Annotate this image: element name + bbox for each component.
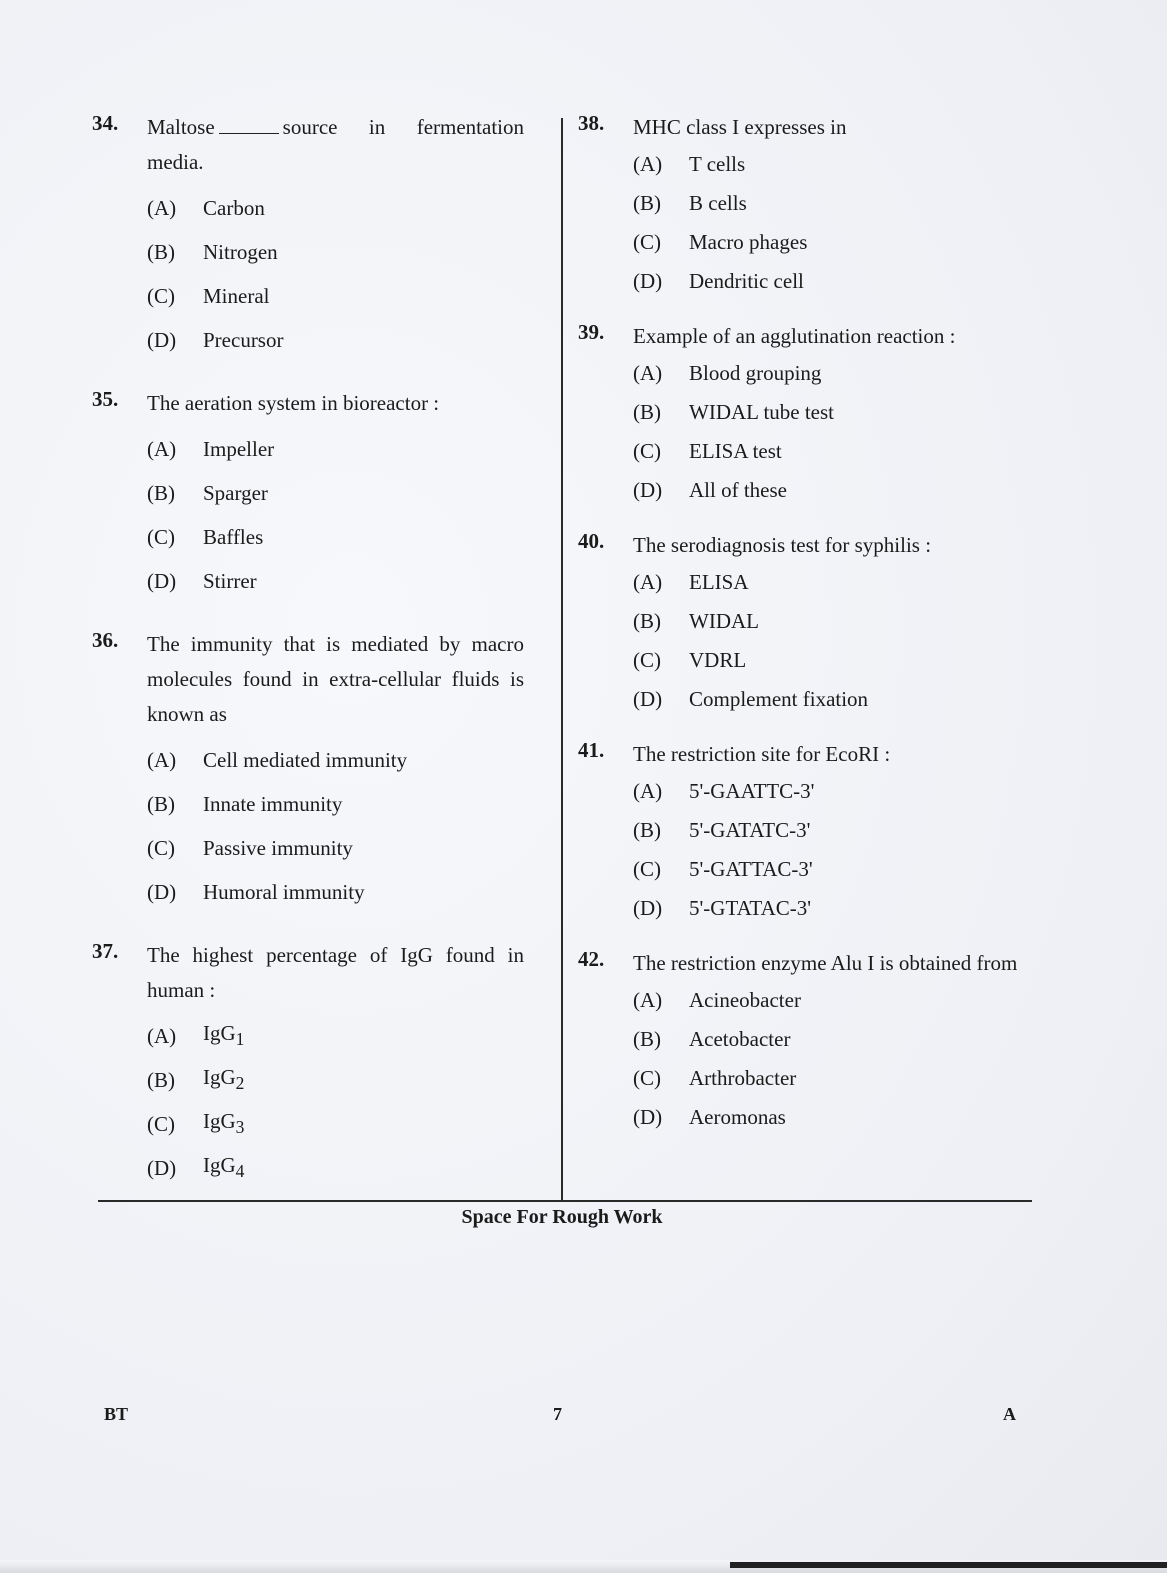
option-key: (D)	[633, 1105, 663, 1129]
option-key: (D)	[633, 896, 663, 920]
option-b	[147, 782, 524, 826]
option-value: All of these	[689, 478, 787, 502]
question-number: 35.	[92, 387, 119, 411]
option-value: Humoral immunity	[203, 879, 365, 904]
question-text: The restriction site for EcoRI :	[633, 742, 891, 766]
option-c	[633, 850, 1030, 889]
option-key: (A)	[147, 1023, 177, 1048]
options-list	[147, 427, 524, 603]
question-number: 40.	[578, 529, 605, 553]
options-list	[633, 563, 1030, 719]
option-key: (D)	[147, 327, 177, 352]
option-key: (A)	[147, 436, 177, 461]
question-number: 41.	[578, 738, 605, 762]
option-value: WIDAL tube test	[689, 400, 835, 424]
option-value: Stirrer	[203, 568, 257, 593]
question-39	[578, 319, 1030, 510]
option-a	[633, 145, 1030, 184]
option-c	[147, 826, 524, 870]
option-value: Nitrogen	[203, 239, 278, 264]
question-number: 39.	[578, 320, 605, 344]
fill-blank	[219, 115, 279, 134]
right-column	[578, 110, 1030, 1167]
question-41	[578, 737, 1030, 928]
option-value: ELISA test	[689, 439, 782, 463]
option-value: Cell mediated immunity	[203, 747, 408, 772]
option-value: Sparger	[203, 480, 268, 505]
option-a	[633, 981, 1030, 1020]
option-d	[633, 889, 1030, 928]
footer-page-number: 7	[553, 1404, 562, 1424]
footer-subject-code: BT	[104, 1404, 129, 1424]
question-text: The restriction enzyme Alu I is obtained from	[633, 951, 1018, 975]
option-key: (B)	[633, 609, 661, 633]
question-35	[92, 386, 524, 603]
question-number: 38.	[578, 111, 605, 135]
option-value: 5'-GTATAC-3'	[689, 896, 812, 920]
option-key: (D)	[633, 478, 663, 502]
option-value: 5'-GAATTC-3'	[689, 779, 815, 803]
options-list	[633, 145, 1030, 301]
option-value: Acetobacter	[689, 1027, 791, 1051]
option-key: (B)	[633, 400, 661, 424]
option-key: (B)	[633, 191, 661, 215]
option-d	[633, 471, 1030, 510]
option-value: Baffles	[203, 524, 264, 549]
option-key: (D)	[633, 269, 663, 293]
option-a	[147, 738, 524, 782]
question-number: 37.	[92, 939, 119, 963]
option-value: Complement fixation	[689, 687, 869, 711]
option-value: Innate immunity	[203, 791, 343, 816]
option-key: (C)	[147, 283, 175, 308]
option-c	[147, 1102, 524, 1146]
option-key: (C)	[633, 230, 661, 254]
question-text: The aeration system in bioreactor :	[147, 391, 440, 415]
column-divider	[561, 118, 563, 1202]
option-value: VDRL	[689, 648, 747, 672]
question-number: 34.	[92, 111, 119, 135]
option-value: ELISA	[689, 570, 749, 594]
option-value: Dendritic cell	[689, 269, 804, 293]
option-key: (B)	[147, 480, 175, 505]
question-text: The immunity that is mediated by macro molecules found in extra-cellular fluids is known as	[147, 632, 524, 726]
question-38	[578, 110, 1030, 301]
option-value: 5'-GATATC-3'	[689, 818, 811, 842]
option-value: Blood grouping	[689, 361, 822, 385]
option-value: Macro phages	[689, 230, 808, 254]
option-a	[147, 186, 524, 230]
option-c	[633, 432, 1030, 471]
option-key: (A)	[633, 152, 663, 176]
option-d	[633, 1098, 1030, 1137]
option-value: B cells	[689, 191, 747, 215]
question-text-end: source in fermentation media.	[147, 115, 524, 174]
option-value: IgG$_4$	[203, 1153, 245, 1182]
option-a	[633, 772, 1030, 811]
options-list	[633, 981, 1030, 1137]
question-36	[92, 627, 524, 914]
option-c	[147, 515, 524, 559]
option-d	[147, 559, 524, 603]
section-divider	[98, 1200, 1032, 1202]
option-key: (A)	[633, 570, 663, 594]
option-b	[633, 602, 1030, 641]
option-key: (D)	[147, 1155, 177, 1180]
option-value: IgG$_3$	[203, 1109, 245, 1138]
option-b	[147, 471, 524, 515]
question-text-start: Maltose	[147, 115, 215, 139]
question-42	[578, 946, 1030, 1137]
option-b	[633, 811, 1030, 850]
option-key: (D)	[147, 568, 177, 593]
option-key: (A)	[633, 779, 663, 803]
option-value: Impeller	[203, 436, 275, 461]
option-value: Carbon	[203, 195, 265, 220]
left-column	[92, 110, 524, 1220]
option-value: IgG$_2$	[203, 1065, 245, 1094]
question-text	[147, 110, 524, 180]
option-key: (A)	[633, 988, 663, 1012]
option-key: (C)	[633, 857, 661, 881]
option-d	[147, 318, 524, 362]
option-a	[147, 1014, 524, 1058]
option-a	[147, 427, 524, 471]
option-value: Acineobacter	[689, 988, 801, 1012]
question-text: The highest percentage of IgG found in human :	[147, 943, 524, 1002]
timing-mark-bar	[730, 1562, 1167, 1568]
question-text: Example of an agglutination reaction :	[633, 324, 956, 348]
option-c	[633, 641, 1030, 680]
option-key: (D)	[147, 879, 177, 904]
option-d	[633, 680, 1030, 719]
option-key: (B)	[147, 791, 175, 816]
options-list	[633, 772, 1030, 928]
option-b	[633, 1020, 1030, 1059]
option-c	[633, 223, 1030, 262]
option-key: (C)	[633, 1066, 661, 1090]
option-value: Arthrobacter	[689, 1066, 797, 1090]
option-b	[633, 184, 1030, 223]
option-value: Passive immunity	[203, 835, 353, 860]
option-value: 5'-GATTAC-3'	[689, 857, 813, 881]
option-value: T cells	[689, 152, 746, 176]
option-b	[147, 1058, 524, 1102]
question-34	[92, 110, 524, 362]
options-list	[147, 186, 524, 362]
question-number: 36.	[92, 628, 119, 652]
option-key: (A)	[147, 747, 177, 772]
options-list	[147, 1014, 524, 1190]
question-number: 42.	[578, 947, 605, 971]
option-key: (B)	[147, 1067, 175, 1092]
option-c	[633, 1059, 1030, 1098]
option-b	[147, 230, 524, 274]
option-key: (C)	[147, 1111, 175, 1136]
option-key: (D)	[633, 687, 663, 711]
option-key: (B)	[633, 1027, 661, 1051]
option-d	[147, 1146, 524, 1190]
option-a	[633, 354, 1030, 393]
option-key: (B)	[147, 239, 175, 264]
question-40	[578, 528, 1030, 719]
options-list	[147, 738, 524, 914]
option-key: (A)	[633, 361, 663, 385]
question-text: The serodiagnosis test for syphilis :	[633, 533, 932, 557]
question-text: MHC class I expresses in	[633, 115, 847, 139]
option-value: IgG$_1$	[203, 1021, 245, 1050]
option-d	[147, 870, 524, 914]
option-key: (B)	[633, 818, 661, 842]
option-value: Precursor	[203, 327, 284, 352]
option-value: WIDAL	[689, 609, 759, 633]
option-key: (C)	[633, 439, 661, 463]
option-value: Aeromonas	[689, 1105, 786, 1129]
option-key: (C)	[147, 835, 175, 860]
option-key: (C)	[633, 648, 661, 672]
option-b	[633, 393, 1030, 432]
option-c	[147, 274, 524, 318]
option-value: Mineral	[203, 283, 270, 308]
option-d	[633, 262, 1030, 301]
option-key: (C)	[147, 524, 175, 549]
footer-series: A	[1003, 1404, 1016, 1424]
option-key: (A)	[147, 195, 177, 220]
rough-work-label: Space For Rough Work	[461, 1206, 663, 1228]
question-37	[92, 938, 524, 1190]
options-list	[633, 354, 1030, 510]
option-a	[633, 563, 1030, 602]
